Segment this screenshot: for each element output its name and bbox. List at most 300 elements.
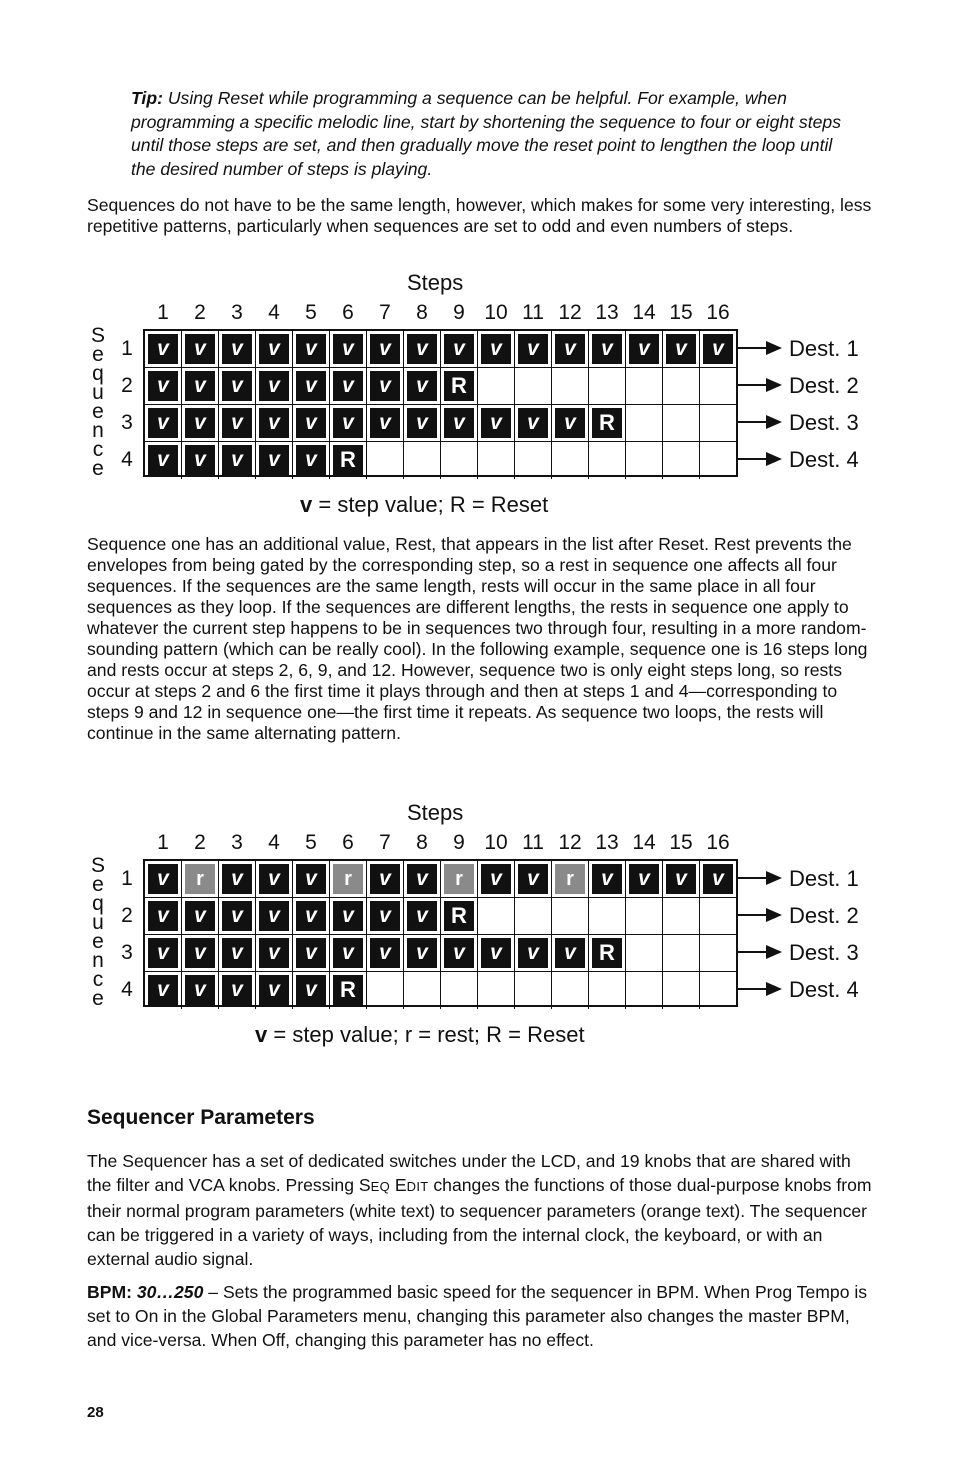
- step-cell: [441, 898, 478, 935]
- step-cell: [700, 368, 737, 405]
- step-value-marker: v: [185, 975, 215, 1005]
- step-value-marker: v: [481, 864, 511, 894]
- step-cell: [515, 368, 552, 405]
- seq-edit-button-name: SEQ EDIT: [358, 1175, 429, 1195]
- step-cell: [478, 442, 515, 479]
- step-cell: [367, 368, 404, 405]
- step-cell: [552, 331, 589, 368]
- reset-marker: R: [592, 938, 622, 968]
- step-cell: [219, 898, 256, 935]
- rest-paragraph: Sequence one has an additional value, Rest, that appears in the list after Reset. Rest prevents the envelopes from being gated by the corresponding step, so a rest in sequence one affects all four sequences. If the sequences are the same length, rests will occur in the same place in all four sequences as they loop. If the sequences are different lengths, the rests in sequence one apply to whatever the current step happens to be in sequences two through four, resulting in a more random-sounding pattern (which can be really cool). In the following example, sequence one is 16 steps long and rests occur at steps 2, 6, 9, and 12. However, sequence two is only eight steps long, so rests occur at steps 2 and 6 the first time it plays through and then at steps 1 and 4—corresponding to steps 9 and 12 in sequence one—the first time it repeats. As sequence two loops, the rests will continue in the same alternating pattern.: [87, 534, 868, 743]
- destination-arrow: [738, 421, 780, 423]
- destination-label: Dest. 4: [789, 447, 859, 472]
- step-value-marker: v: [592, 864, 622, 894]
- step-cell: [330, 442, 367, 479]
- step-cell: [404, 935, 441, 972]
- sequence-row-number: 4: [121, 978, 133, 1001]
- step-value-marker: v: [259, 901, 289, 931]
- step-value-marker: v: [148, 975, 178, 1005]
- diagram-title: Steps: [407, 270, 464, 295]
- step-cell: [700, 898, 737, 935]
- step-value-marker: v: [185, 371, 215, 401]
- step-cell: [293, 405, 330, 442]
- step-cell: [552, 861, 589, 898]
- step-number: 14: [632, 301, 656, 324]
- step-value-marker: v: [259, 975, 289, 1005]
- step-cell: [256, 898, 293, 935]
- step-cell: [404, 442, 441, 479]
- step-value-marker: v: [703, 334, 733, 364]
- step-cell: [478, 898, 515, 935]
- step-value-marker: v: [296, 445, 326, 475]
- step-value-marker: v: [629, 334, 659, 364]
- page-number: 28: [87, 1404, 104, 1421]
- step-value-marker: v: [222, 901, 252, 931]
- step-cell: [626, 442, 663, 479]
- step-value-marker: v: [148, 864, 178, 894]
- step-cell: [330, 972, 367, 1009]
- step-value-marker: v: [185, 938, 215, 968]
- legend-symbol: v: [255, 1022, 268, 1047]
- sequence-label-letter: e: [92, 343, 104, 366]
- step-value-marker: v: [296, 408, 326, 438]
- step-cell: [145, 898, 182, 935]
- intro-paragraph: Sequences do not have to be the same length, however, which makes for some very interesting, less repetitive patterns, particularly when sequences are set to odd and even numbers of steps.: [87, 195, 872, 236]
- step-cell: [182, 972, 219, 1009]
- rest-marker: r: [333, 864, 363, 894]
- step-cell: [589, 861, 626, 898]
- step-cell: [478, 331, 515, 368]
- step-value-marker: v: [407, 864, 437, 894]
- reset-marker: R: [592, 408, 622, 438]
- step-value-marker: v: [222, 371, 252, 401]
- step-value-marker: v: [370, 864, 400, 894]
- step-cell: [219, 861, 256, 898]
- step-cell: [700, 442, 737, 479]
- step-cell: [478, 405, 515, 442]
- step-cell: [626, 368, 663, 405]
- sequence-row-number: 2: [121, 904, 133, 927]
- step-cell: [441, 331, 478, 368]
- sequence-label-letter: e: [92, 400, 104, 423]
- step-value-marker: v: [555, 938, 585, 968]
- sequence-row-number: 2: [121, 374, 133, 397]
- step-value-marker: v: [185, 901, 215, 931]
- step-cell: [552, 368, 589, 405]
- destination-label: Dest. 2: [789, 903, 859, 928]
- step-cell: [404, 405, 441, 442]
- sequence-label-letter: e: [92, 930, 104, 953]
- step-cell: [330, 861, 367, 898]
- step-cell: [515, 935, 552, 972]
- destination-label: Dest. 1: [789, 336, 859, 361]
- destination-arrow: [738, 347, 780, 349]
- step-cell: [367, 442, 404, 479]
- step-value-marker: v: [481, 334, 511, 364]
- step-value-marker: v: [518, 864, 548, 894]
- rest-marker: r: [444, 864, 474, 894]
- step-number: 3: [231, 301, 243, 324]
- sequence-diagram-basic: [87, 270, 887, 530]
- sequence-label-letter: c: [92, 968, 104, 991]
- step-cell: [182, 405, 219, 442]
- step-cell: [552, 935, 589, 972]
- step-value-marker: v: [222, 408, 252, 438]
- step-cell: [182, 861, 219, 898]
- step-number: 3: [231, 831, 243, 854]
- destination-label: Dest. 3: [789, 410, 859, 435]
- step-cell: [441, 861, 478, 898]
- sequence-label-letter: n: [92, 949, 104, 972]
- step-cell: [404, 898, 441, 935]
- step-number: 12: [558, 831, 582, 854]
- step-value-marker: v: [333, 408, 363, 438]
- bpm-label: BPM:: [87, 1282, 132, 1302]
- step-cell: [367, 405, 404, 442]
- legend-text: = step value; R = Reset: [312, 492, 549, 517]
- step-cell: [441, 405, 478, 442]
- step-cell: [478, 368, 515, 405]
- destination-arrow: [738, 951, 780, 953]
- step-grid: [143, 329, 738, 477]
- step-cell: [663, 368, 700, 405]
- sequence-label-letter: n: [92, 419, 104, 442]
- step-cell: [515, 442, 552, 479]
- step-value-marker: v: [148, 334, 178, 364]
- step-cell: [182, 935, 219, 972]
- step-number: 15: [669, 831, 693, 854]
- step-cell: [626, 935, 663, 972]
- sequence-label-letter: S: [90, 854, 105, 877]
- step-cell: [367, 972, 404, 1009]
- step-value-marker: v: [407, 334, 437, 364]
- step-number: 12: [558, 301, 582, 324]
- diagram-legend: [255, 1022, 585, 1048]
- step-number: 13: [595, 831, 619, 854]
- step-value-marker: v: [333, 938, 363, 968]
- step-cell: [626, 405, 663, 442]
- step-value-marker: v: [148, 371, 178, 401]
- destination-arrow: [738, 384, 780, 386]
- tip-paragraph: [131, 87, 861, 181]
- step-value-marker: v: [222, 938, 252, 968]
- step-cell: [256, 861, 293, 898]
- step-value-marker: v: [407, 938, 437, 968]
- step-value-marker: v: [407, 371, 437, 401]
- step-number: 1: [157, 831, 169, 854]
- step-cell: [256, 972, 293, 1009]
- step-cell: [145, 935, 182, 972]
- step-cell: [515, 861, 552, 898]
- step-number: 9: [453, 301, 465, 324]
- destination-arrow: [738, 458, 780, 460]
- step-number: 16: [706, 831, 730, 854]
- step-value-marker: v: [259, 445, 289, 475]
- destination-arrow: [738, 988, 780, 990]
- step-value-marker: v: [370, 938, 400, 968]
- step-cell: [219, 972, 256, 1009]
- step-cell: [589, 935, 626, 972]
- step-value-marker: v: [333, 371, 363, 401]
- step-value-marker: v: [296, 975, 326, 1005]
- step-value-marker: v: [296, 938, 326, 968]
- step-number: 4: [268, 301, 280, 324]
- step-cell: [589, 972, 626, 1009]
- sequence-row-number: 3: [121, 941, 133, 964]
- step-value-marker: v: [555, 334, 585, 364]
- step-number: 5: [305, 301, 317, 324]
- step-value-marker: v: [703, 864, 733, 894]
- step-cell: [552, 898, 589, 935]
- sequence-label-letter: u: [92, 381, 104, 404]
- destination-label: Dest. 2: [789, 373, 859, 398]
- step-value-marker: v: [296, 371, 326, 401]
- step-number: 8: [416, 301, 428, 324]
- step-cell: [589, 368, 626, 405]
- step-value-marker: v: [518, 334, 548, 364]
- step-number: 6: [342, 301, 354, 324]
- step-cell: [219, 405, 256, 442]
- step-value-marker: v: [185, 445, 215, 475]
- step-cell: [404, 331, 441, 368]
- step-cell: [700, 331, 737, 368]
- destination-label: Dest. 4: [789, 977, 859, 1002]
- diagram-legend: [300, 492, 548, 518]
- step-cell: [700, 405, 737, 442]
- sequence-diagram-rests: [87, 800, 887, 1060]
- sequencer-paragraph: The Sequencer has a set of dedicated switches under the LCD, and 19 knobs that are shared with the filter and VCA knobs. Pressing SEQ EDIT changes the functions of those dual-purpose knobs from their normal program parameters (white text) to sequencer parameters (orange text). The sequencer can be triggered in a variety of ways, including from the internal clock, the keyboard, or with an external audio signal.: [87, 1151, 872, 1269]
- step-value-marker: v: [296, 864, 326, 894]
- step-value-marker: v: [296, 901, 326, 931]
- step-cell: [700, 935, 737, 972]
- step-number: 5: [305, 831, 317, 854]
- destination-arrow: [738, 877, 780, 879]
- step-cell: [182, 331, 219, 368]
- step-value-marker: v: [444, 938, 474, 968]
- step-cell: [293, 861, 330, 898]
- step-value-marker: v: [222, 975, 252, 1005]
- step-grid: [143, 859, 738, 1007]
- step-cell: [478, 861, 515, 898]
- step-cell: [441, 442, 478, 479]
- step-cell: [515, 898, 552, 935]
- step-number: 14: [632, 831, 656, 854]
- tip-text: Using Reset while programming a sequence can be helpful. For example, when programming a specific melodic line, start by shortening the sequence to four or eight steps until those steps are set, and then gradually move the reset point to lengthen the loop until the desired number of steps is playing.: [131, 88, 841, 179]
- step-cell: [367, 935, 404, 972]
- step-cell: [182, 368, 219, 405]
- step-cell: [145, 861, 182, 898]
- step-number: 10: [484, 831, 508, 854]
- legend-text: = step value; r = rest; R = Reset: [267, 1022, 585, 1047]
- tip-label: Tip:: [131, 88, 163, 108]
- step-cell: [515, 972, 552, 1009]
- step-cell: [552, 972, 589, 1009]
- step-cell: [589, 331, 626, 368]
- step-number: 2: [194, 831, 206, 854]
- rest-marker: r: [555, 864, 585, 894]
- step-number: 13: [595, 301, 619, 324]
- step-cell: [330, 368, 367, 405]
- step-cell: [404, 368, 441, 405]
- step-cell: [182, 442, 219, 479]
- step-cell: [700, 861, 737, 898]
- sequence-label-letter: q: [92, 362, 104, 385]
- step-cell: [293, 331, 330, 368]
- step-number: 6: [342, 831, 354, 854]
- step-cell: [589, 898, 626, 935]
- step-cell: [589, 405, 626, 442]
- step-cell: [552, 442, 589, 479]
- step-cell: [589, 442, 626, 479]
- step-value-marker: v: [148, 901, 178, 931]
- step-value-marker: v: [222, 334, 252, 364]
- step-value-marker: v: [407, 408, 437, 438]
- step-value-marker: v: [185, 334, 215, 364]
- step-cell: [663, 935, 700, 972]
- step-cell: [367, 861, 404, 898]
- step-number: 9: [453, 831, 465, 854]
- step-value-marker: v: [629, 864, 659, 894]
- step-number: 8: [416, 831, 428, 854]
- step-value-marker: v: [370, 334, 400, 364]
- step-cell: [663, 405, 700, 442]
- step-value-marker: v: [666, 864, 696, 894]
- bpm-paragraph: BPM: 30…250 – Sets the programmed basic speed for the sequencer in BPM. When Prog Tempo is set to On in the Global Parameters menu, changing this parameter also changes the master BPM, and vice-versa. When Off, changing this parameter has no effect.: [87, 1282, 868, 1350]
- reset-marker: R: [333, 975, 363, 1005]
- step-number: 7: [379, 831, 391, 854]
- step-value-marker: v: [148, 938, 178, 968]
- legend-symbol: v: [300, 492, 313, 517]
- destination-label: Dest. 3: [789, 940, 859, 965]
- step-cell: [330, 935, 367, 972]
- destination-arrow: [738, 914, 780, 916]
- step-value-marker: v: [222, 445, 252, 475]
- step-value-marker: v: [444, 408, 474, 438]
- step-cell: [700, 972, 737, 1009]
- step-cell: [478, 972, 515, 1009]
- step-cell: [293, 972, 330, 1009]
- step-cell: [515, 331, 552, 368]
- sequence-row-number: 1: [121, 867, 133, 890]
- sequence-label-letter: e: [92, 987, 104, 1010]
- step-cell: [293, 898, 330, 935]
- step-cell: [404, 972, 441, 1009]
- step-cell: [256, 442, 293, 479]
- step-cell: [219, 442, 256, 479]
- reset-marker: R: [444, 371, 474, 401]
- step-cell: [441, 368, 478, 405]
- reset-marker: R: [333, 445, 363, 475]
- step-value-marker: v: [370, 371, 400, 401]
- bpm-range: 30…250: [136, 1282, 204, 1302]
- step-cell: [330, 331, 367, 368]
- step-cell: [219, 331, 256, 368]
- step-cell: [256, 935, 293, 972]
- sequence-label-letter: q: [92, 892, 104, 915]
- step-cell: [330, 405, 367, 442]
- step-cell: [293, 935, 330, 972]
- step-cell: [663, 442, 700, 479]
- step-cell: [145, 368, 182, 405]
- step-value-marker: v: [481, 938, 511, 968]
- step-cell: [256, 331, 293, 368]
- step-number: 10: [484, 301, 508, 324]
- step-cell: [145, 442, 182, 479]
- step-cell: [145, 331, 182, 368]
- step-value-marker: v: [296, 334, 326, 364]
- destination-label: Dest. 1: [789, 866, 859, 891]
- step-cell: [256, 405, 293, 442]
- step-cell: [330, 898, 367, 935]
- step-value-marker: v: [222, 864, 252, 894]
- step-value-marker: v: [259, 408, 289, 438]
- section-heading: Sequencer Parameters: [87, 1106, 315, 1129]
- step-number: 16: [706, 301, 730, 324]
- step-cell: [219, 935, 256, 972]
- step-value-marker: v: [407, 901, 437, 931]
- step-number: 1: [157, 301, 169, 324]
- step-cell: [145, 972, 182, 1009]
- step-cell: [256, 368, 293, 405]
- step-cell: [663, 861, 700, 898]
- step-value-marker: v: [259, 334, 289, 364]
- sequence-label-letter: e: [92, 873, 104, 896]
- step-cell: [626, 972, 663, 1009]
- step-cell: [367, 331, 404, 368]
- sequence-label-letter: c: [92, 438, 104, 461]
- step-value-marker: v: [148, 445, 178, 475]
- step-cell: [367, 898, 404, 935]
- diagram-title: Steps: [407, 800, 464, 825]
- reset-marker: R: [444, 901, 474, 931]
- step-value-marker: v: [592, 334, 622, 364]
- step-cell: [663, 972, 700, 1009]
- step-cell: [293, 368, 330, 405]
- step-cell: [441, 972, 478, 1009]
- step-cell: [552, 405, 589, 442]
- step-cell: [626, 331, 663, 368]
- step-number: 11: [522, 301, 544, 324]
- step-cell: [626, 898, 663, 935]
- sequence-label-letter: S: [90, 324, 105, 347]
- step-value-marker: v: [259, 864, 289, 894]
- step-value-marker: v: [370, 408, 400, 438]
- step-cell: [515, 405, 552, 442]
- step-number: 2: [194, 301, 206, 324]
- sequence-label-letter: u: [92, 911, 104, 934]
- step-cell: [219, 368, 256, 405]
- step-value-marker: v: [333, 901, 363, 931]
- step-number: 4: [268, 831, 280, 854]
- step-value-marker: v: [259, 371, 289, 401]
- sequence-row-number: 4: [121, 448, 133, 471]
- sequence-row-number: 3: [121, 411, 133, 434]
- step-value-marker: v: [666, 334, 696, 364]
- step-cell: [404, 861, 441, 898]
- step-cell: [441, 935, 478, 972]
- sequence-row-number: 1: [121, 337, 133, 360]
- step-value-marker: v: [333, 334, 363, 364]
- step-number: 11: [522, 831, 544, 854]
- step-value-marker: v: [555, 408, 585, 438]
- step-value-marker: v: [259, 938, 289, 968]
- step-number: 7: [379, 301, 391, 324]
- rest-marker: r: [185, 864, 215, 894]
- step-cell: [626, 861, 663, 898]
- step-value-marker: v: [518, 408, 548, 438]
- step-value-marker: v: [444, 334, 474, 364]
- step-cell: [478, 935, 515, 972]
